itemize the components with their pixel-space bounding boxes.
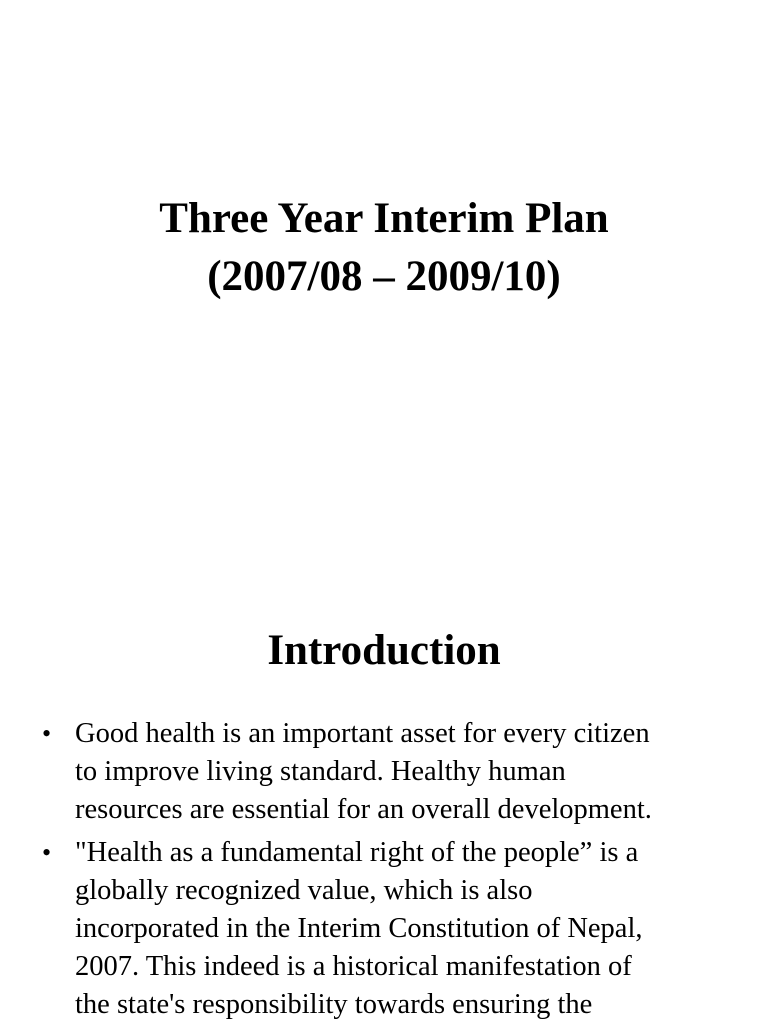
bullet-list: [0, 715, 768, 1024]
bullet-icon: •: [42, 838, 52, 867]
slide-heading: Introduction: [267, 627, 501, 674]
bullet-line: resources are essential for an overall development.: [75, 794, 652, 825]
bullet-line: incorporated in the Interim Constitution of Nepal,: [75, 913, 643, 944]
title-line-1: Three Year Interim Plan: [159, 195, 609, 242]
bullet-line: 2007. This indeed is a historical manifestation of: [75, 951, 632, 982]
bullet-icon: •: [42, 719, 52, 748]
introduction-slide: [0, 512, 768, 1024]
bullet-item: [0, 715, 768, 829]
bullet-line: the state's responsibility towards ensuring the: [75, 989, 593, 1020]
bullet-line: to improve living standard. Healthy human: [75, 756, 566, 787]
slide-title: [0, 190, 768, 306]
bullet-item: [0, 834, 768, 1024]
title-line-2: (2007/08 – 2009/10): [207, 253, 561, 300]
bullet-line: globally recognized value, which is also: [75, 875, 533, 906]
bullet-line: "Health as a fundamental right of the people” is a: [75, 837, 639, 868]
bullet-line: Good health is an important asset for every citizen: [75, 718, 650, 749]
